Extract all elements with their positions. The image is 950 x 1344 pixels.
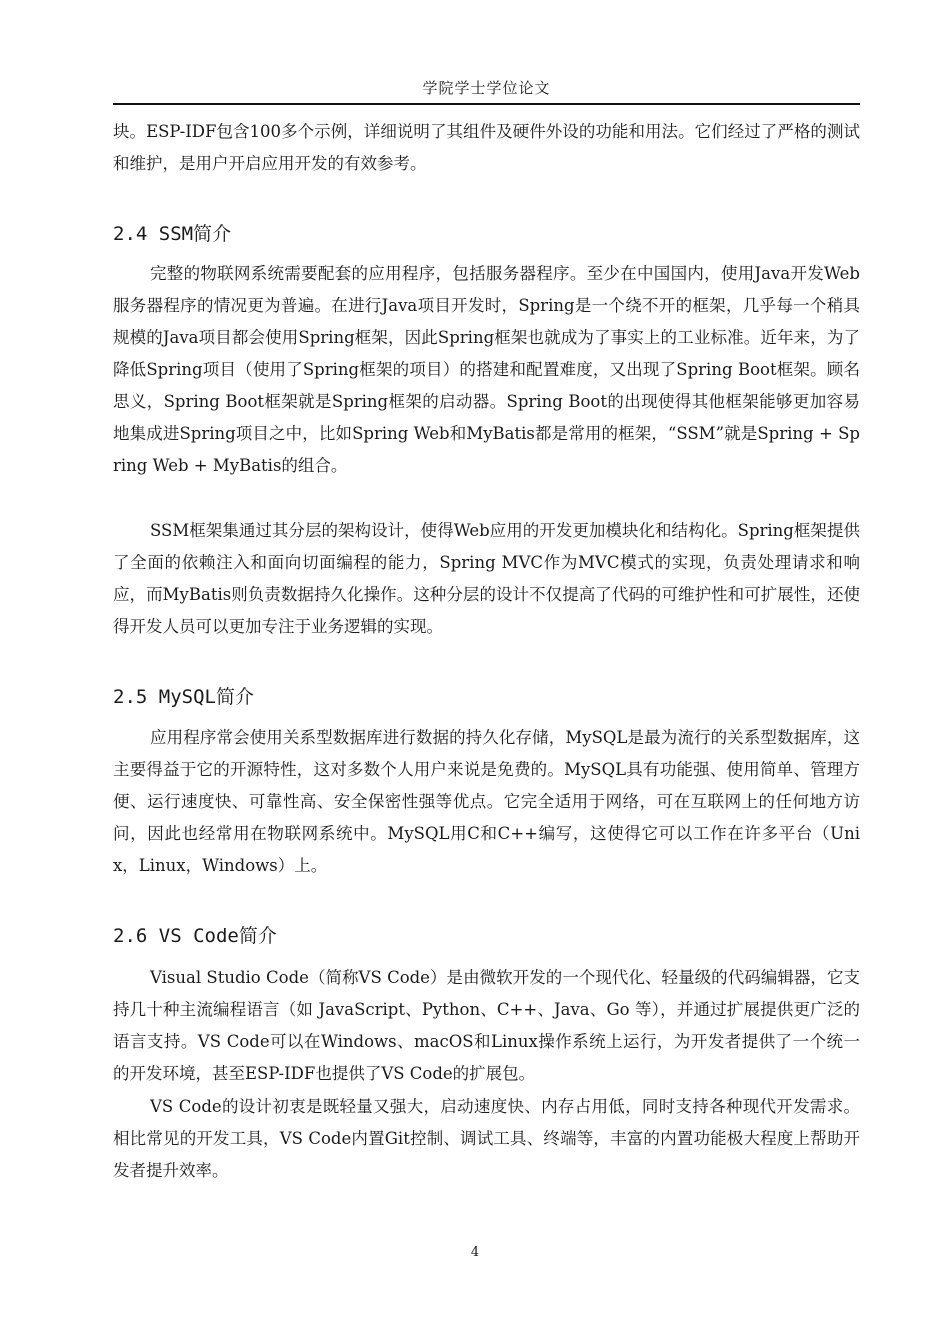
mysql-paragraph-1: 应用程序常会使用关系型数据库进行数据的持久化存储，MySQL是最为流行的关系型数据库，这主要得益于它的开源特性，这对多数个人用户来说是免费的。MySQL具有功能强、使用简单、管理方便、运行速度快、可靠性高、安全保密性强等优点。它完全适用于网络，可在互联网上的任何地方访问，因此也经常用在物联网系统中。MySQL用C和C++编写，这使得它可以工作在许多平台（Unix，Linux，Windows）上。 (113, 728, 860, 875)
header-divider (113, 103, 860, 105)
page-header-title: 学院学士学位论文 (422, 79, 551, 97)
ssm-paragraph-2: SSM框架集通过其分层的架构设计，使得Web应用的开发更加模块化和结构化。Spring框架提供了全面的依赖注入和面向切面编程的能力，Spring MVC作为MVC模式的实现，负责处理请求和响应，而MyBatis则负责数据持久化操作。这种分层的设计不仅提高了代码的可维护性和可扩展性，还使得开发人员可以更加专注于业务逻辑的实现。 (113, 521, 860, 636)
ssm-paragraph-1: 完整的物联网系统需要配套的应用程序，包括服务器程序。至少在中国国内，使用Java开发Web服务器程序的情况更为普遍。在进行Java项目开发时，Spring是一个绕不开的框架，几乎每一个稍具规模的Java项目都会使用Spring框架，因此Spring框架也就成为了事实上的工业标准。近年来，为了降低Spring项目（使用了Spring框架的项目）的搭建和配置难度，又出现了Spring Boot框架。顾名思义，Spring Boot框架就是Spring框架的启动器。Spring Boot的出现使得其他框架能够更加容易地集成进Spring项目之中，比如Spring Web和MyBatis都是常用的框架，“SSM”就是Spring + Spring Web + MyBatis的组合。 (113, 264, 860, 475)
vscode-paragraph-2: VS Code的设计初衷是既轻量又强大，启动速度快、内存占用低，同时支持各种现代开发需求。相比常见的开发工具，VS Code内置Git控制、调试工具、终端等，丰富的内置功能极大程度上帮助开发者提升效率。 (113, 1097, 860, 1180)
section-heading-vscode: 2.6 VS Code简介 (113, 925, 277, 947)
vscode-paragraph-1: Visual Studio Code（简称VS Code）是由微软开发的一个现代化、轻量级的代码编辑器，它支持几十种主流编程语言（如 JavaScript、Python、C++、Java、Go 等），并通过扩展提供更广泛的语言支持。VS Code可以在Windows、macOS和Linux操作系统上运行，为开发者提供了一个统一的开发环境，甚至ESP-IDF也提供了VS Code的扩展包。 (113, 968, 860, 1083)
page-number: 4 (470, 1245, 480, 1260)
section-heading-mysql: 2.5 MySQL简介 (113, 686, 254, 708)
section-heading-ssm: 2.4 SSM简介 (113, 223, 232, 245)
intro-paragraph: 块。ESP-IDF包含100多个示例，详细说明了其组件及硬件外设的功能和用法。它们经过了严格的测试和维护，是用户开启应用开发的有效参考。 (113, 122, 860, 173)
